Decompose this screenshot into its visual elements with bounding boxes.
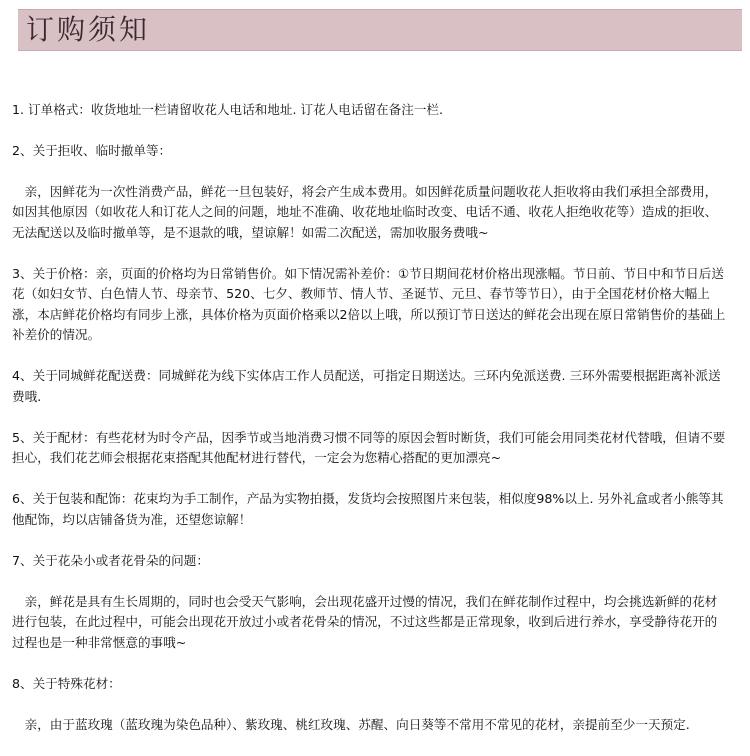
notice-item-special-title: 8、关于特殊花材：: [12, 675, 121, 691]
notice-item-bud-title: 7、关于花朵小或者花骨朵的问题：: [12, 552, 209, 568]
notice-item-materials: 5、关于配材：有些花材为时令产品，因季节或当地消费习惯不同等的原因会暂时断货，我们可能会用同类花材代替哦，但请不要担心，我们花艺师会根据花束搭配其他配材进行替代，一定会为您精心搭配的更加漂亮~: [12, 429, 726, 465]
notice-item-delivery-fee: 4、关于同城鲜花配送费：同城鲜花为线下实体店工作人员配送，可指定日期送达。三环内免派送费. 三环外需要根据距离补派送费哦.: [12, 368, 721, 404]
notice-item-special-body: 亲，由于蓝玫瑰（蓝玫瑰为染色品种）、紫玫瑰、桃红玫瑰、苏醒、向日葵等不常用不常见的花材，亲提前至少一天预定.: [12, 716, 690, 732]
notice-item-packaging: 6、关于包装和配饰：花束均为手工制作，产品为实物拍摄，发货均会按照图片来包装，相似度98%以上. 另外礼盒或者小熊等其他配饰，均以店铺备货为准，还望您谅解！: [12, 491, 724, 527]
page-title: 订购须知: [26, 13, 151, 46]
notice-item-bud-body: 亲，鲜花是具有生长周期的，同时也会受天气影响，会出现花盛开过慢的情况，我们在鲜花制作过程中，均会挑选新鲜的花材进行包装，在此过程中，可能会出现花开放过小或者花骨朵的情况，不过这些都是正常现象，收到后进行养水，享受静待花开的过程也是一种非常惬意的事哦~: [12, 593, 718, 650]
notice-item-order-format: 1. 订单格式：收货地址一栏请留收花人电话和地址. 订花人电话留在备注一栏.: [12, 101, 444, 117]
notice-item-refusal-body: 亲，因鲜花为一次性消费产品，鲜花一旦包装好，将会产生成本费用。如因鲜花质量问题收花人拒收将由我们承担全部费用，如因其他原因（如收花人和订花人之间的问题，地址不准确、收花地址临时改变、电话不通、收花人拒绝收花等）造成的拒收、无法配送以及临时撤单等，是不退款的哦，望谅解！如需二次配送，需加收服务费哦~: [12, 183, 718, 240]
notice-item-price: 3、关于价格：亲，页面的价格均为日常销售价。如下情况需补差价：①节日期间花材价格出现涨幅。节日前、节日中和节日后送花（如妇女节、白色情人节、母亲节、520、七夕、教师节、情人节、圣诞节、元旦、春节等节日），由于全国花材价格大幅上涨，本店鲜花价格均有同步上涨，具体价格为页面价格乘以2倍以上哦，所以预订节日送达的鲜花会出现在原日常销售价的基础上补差价的情况。: [12, 265, 726, 342]
notice-body: [12, 79, 728, 756]
notice-item-refusal-title: 2、关于拒收、临时撤单等：: [12, 142, 172, 158]
header-bar: [18, 9, 742, 51]
